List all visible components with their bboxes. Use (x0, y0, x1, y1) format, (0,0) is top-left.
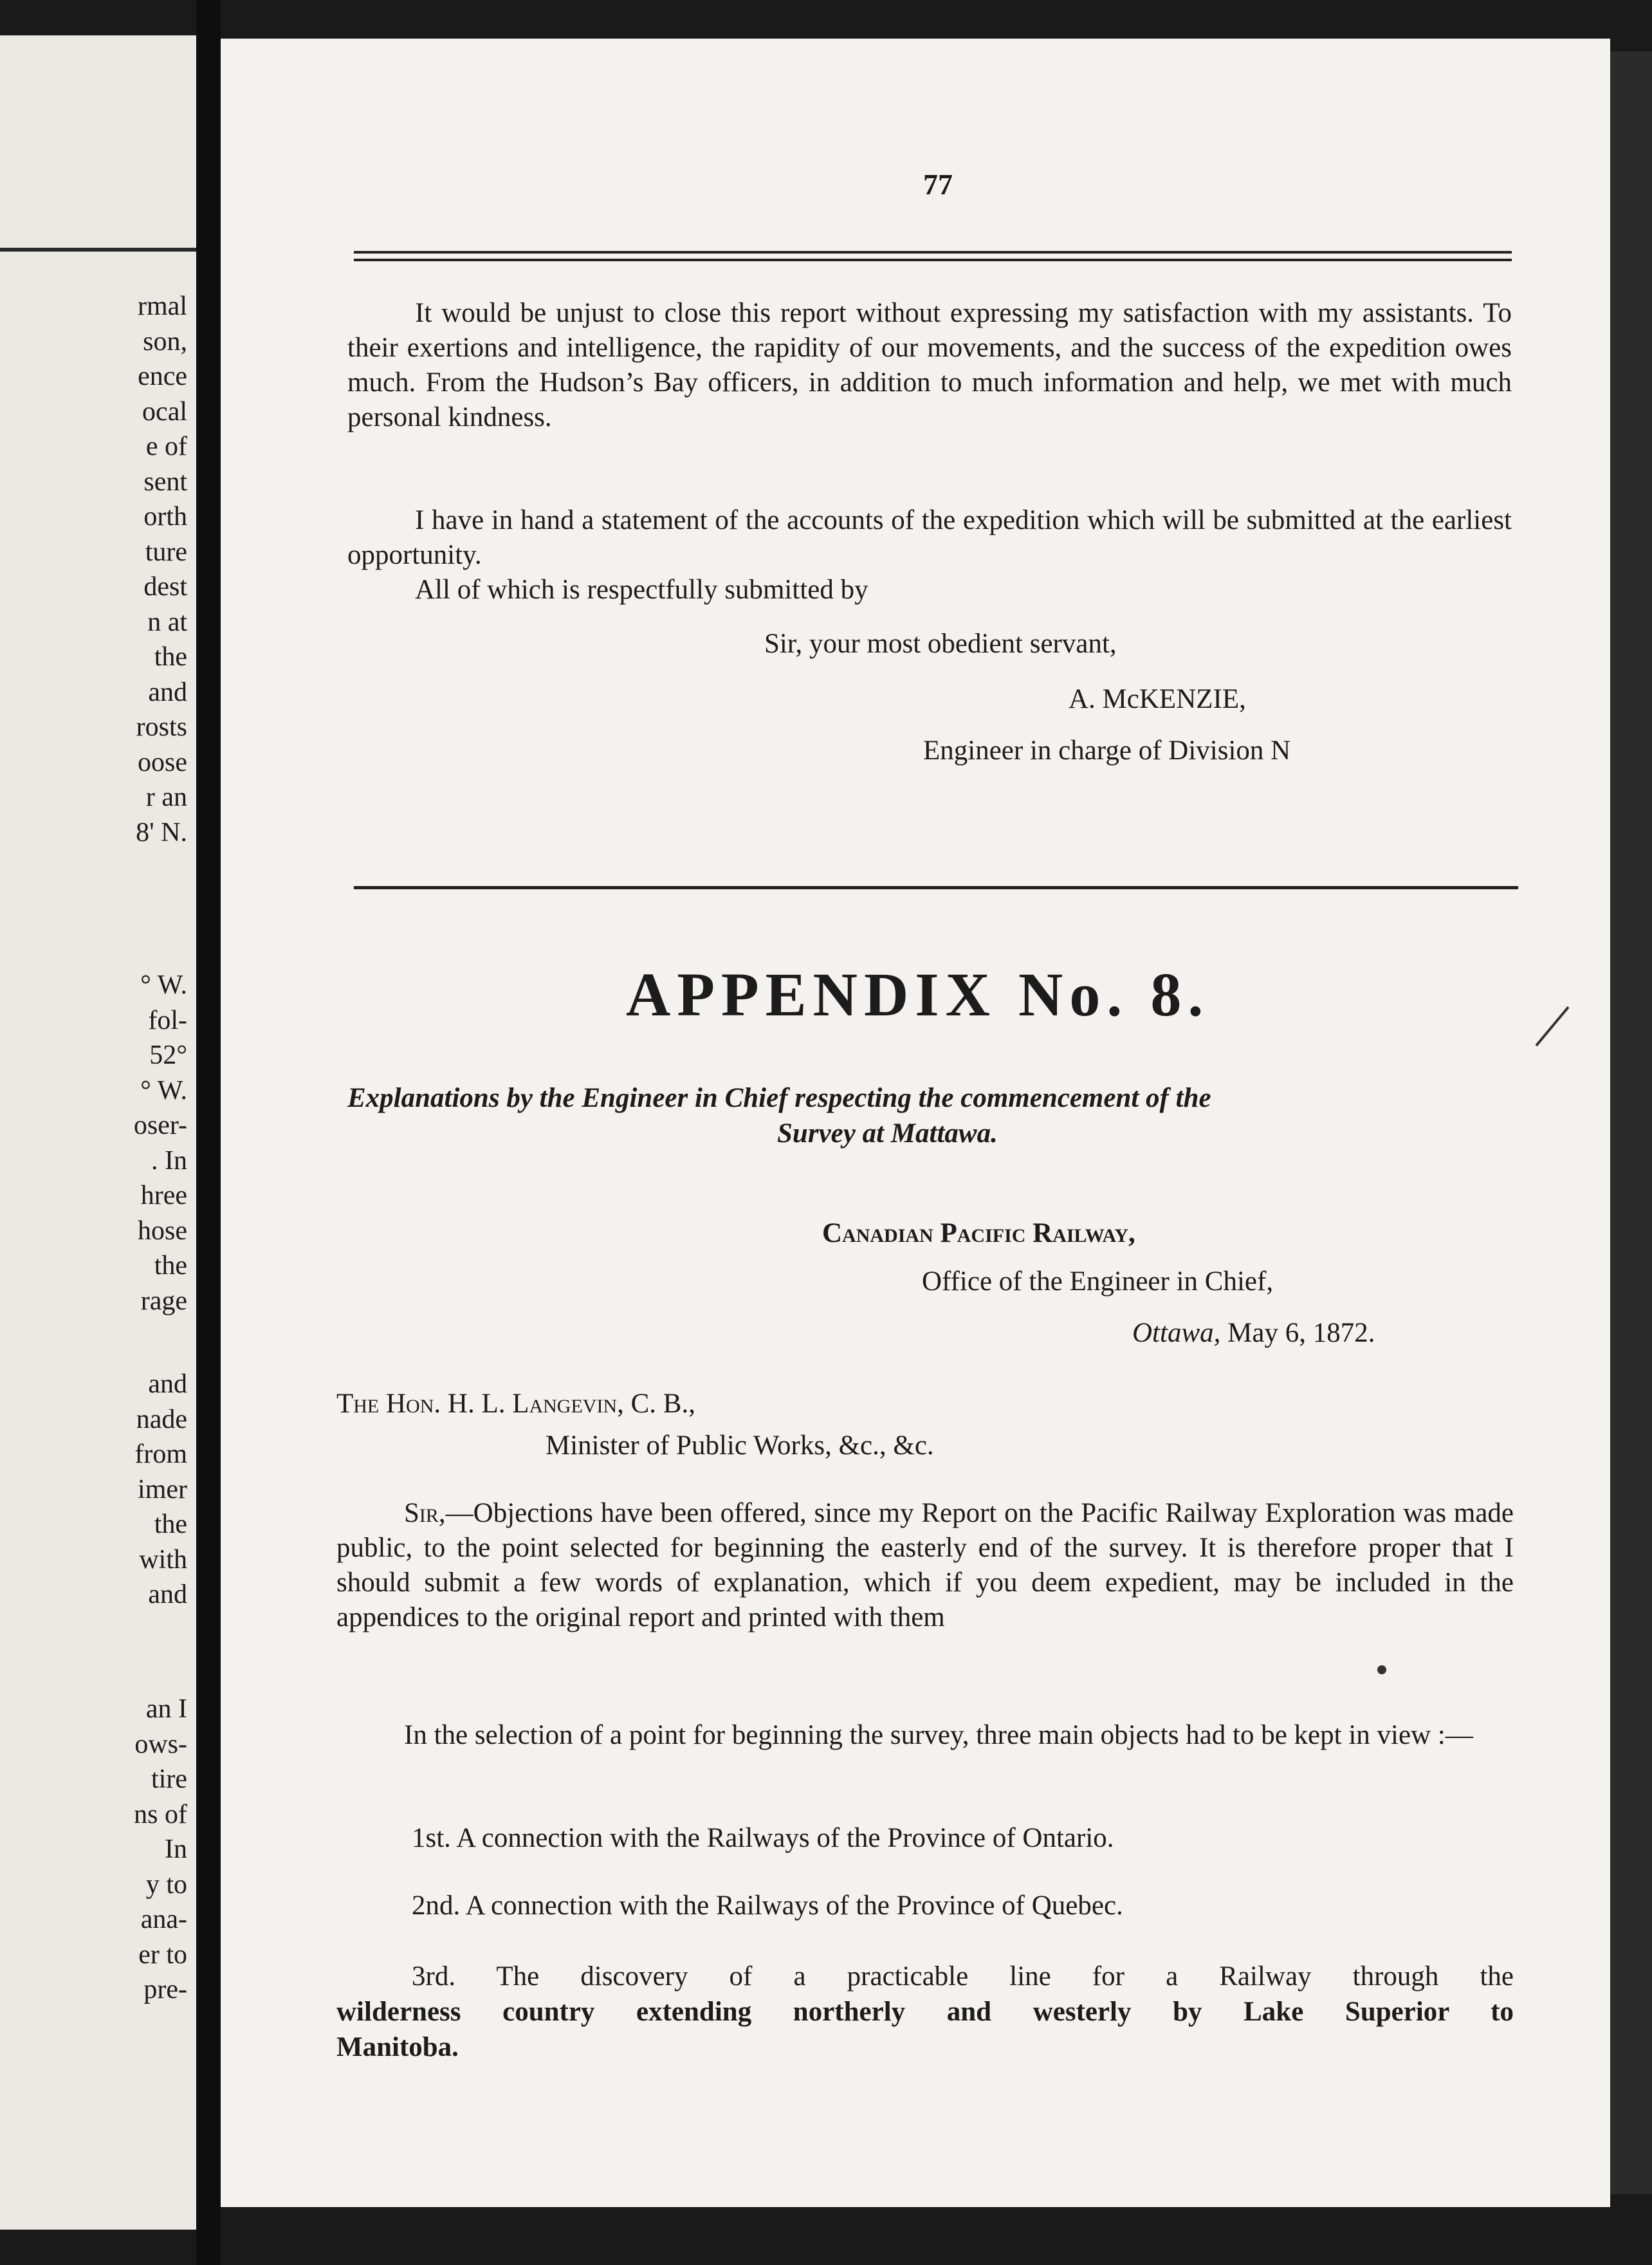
facing-page-fragment: r an (145, 782, 187, 812)
facing-page-fragment: from (134, 1439, 187, 1469)
page-edge-shadow (1610, 51, 1652, 2194)
letter-paragraph-1 (336, 1496, 1514, 1635)
facing-page-fragment: rmal (138, 291, 187, 321)
letter-paragraph-1-text: —Objections have been offered, since my Report on the Pacific Railway Exploration was made public, to the point selected for beginning the easterly end of the survey. It is therefore proper that I should submit a few words of explanation, which if you deem expedient, may be included in the appendices to the original report and printed with them (336, 1498, 1514, 1632)
facing-page-fragment: and (148, 1580, 187, 1609)
letter-item-2: 2nd. A connection with the Railways of the Province of Quebec. (412, 1891, 1123, 1921)
header-rule-bottom (354, 259, 1512, 261)
facing-page-fragment: er to (138, 1939, 187, 1970)
letterhead-place-date (1132, 1316, 1375, 1351)
facing-page-fragment: ows- (134, 1729, 187, 1759)
letter-item-3-line-1: 3rd. The discovery of a practicable line for a Railway through the (412, 1961, 1514, 1992)
facing-page-fragment: y to (145, 1869, 187, 1900)
addressee-role: Minister of Public Works, &c., &c. (546, 1430, 934, 1461)
facing-page-fragment: fol- (148, 1005, 187, 1035)
facing-page-fragment: son, (143, 326, 187, 356)
facing-page-fragment: dest (143, 572, 187, 602)
signoff-title: Engineer in charge of Division N (923, 735, 1291, 766)
facing-page-fragment: tire (151, 1764, 187, 1794)
facing-page-fragment: pre- (143, 1975, 187, 2004)
letterhead-place: Ottawa, (1132, 1318, 1221, 1348)
closing-paragraph-1: It would be unjust to close this report without expressing my satisfaction with my assistants. To their exertions and intelligence, the rapidity of our movements, and the success of the expedition owes much. From the Hudson’s Bay officers, in addition to much information and help, we met with much personal kindness. (347, 298, 1512, 432)
appendix-subtitle-line-2: Survey at Mattawa. (777, 1118, 998, 1149)
letterhead-office: Office of the Engineer in Chief, (922, 1266, 1274, 1297)
facing-page-fragment: sent (143, 467, 187, 497)
facing-page-fragment: 8' N. (136, 817, 187, 847)
facing-page-fragment: and (148, 677, 187, 707)
facing-page-fragment: and (148, 1369, 187, 1399)
book-gutter (196, 0, 221, 2265)
addressee-name: The Hon. H. L. Langevin, C. B., (336, 1389, 695, 1419)
facing-page-fragment: ocal (142, 396, 187, 427)
facing-page-fragment: ture (145, 537, 187, 567)
facing-page-fragment: oose (138, 747, 187, 777)
closing-paragraph-3: All of which is respectfully submitted by (415, 575, 868, 605)
facing-page-fragment: ° W. (140, 970, 187, 1000)
facing-page-rule (0, 248, 196, 252)
letterhead-date: May 6, 1872. (1227, 1318, 1375, 1348)
facing-page-fragment: oser- (133, 1111, 187, 1140)
facing-page-fragment: ns of (134, 1799, 187, 1829)
closing-paragraph-2: I have in hand a statement of the accounts of the expedition which will be submitted at the earliest opportunity. (347, 505, 1512, 570)
facing-page-fragment: ana- (140, 1905, 187, 1934)
facing-page-fragment: hree (140, 1181, 187, 1210)
facing-page-fragment: the (154, 642, 187, 672)
facing-page-fragment: rosts (136, 712, 187, 742)
letter-sir: Sir, (404, 1498, 446, 1528)
facing-page-fragment: orth (143, 502, 187, 532)
facing-page-fragment: ° W. (140, 1075, 187, 1105)
letter-paragraph-2: In the selection of a point for beginning the survey, three main objects had to be kept in view :— (404, 1720, 1473, 1750)
facing-page-fragment: rage (140, 1286, 187, 1316)
page-number: 77 (923, 168, 953, 201)
facing-page-fragment: with (139, 1544, 187, 1575)
facing-page-fragment: 52° (149, 1040, 187, 1070)
facing-page-fragment: imer (138, 1474, 187, 1504)
appendix-title: APPENDIX No. 8. (626, 960, 1210, 1029)
signoff-name: A. McKENZIE, (1069, 684, 1246, 714)
appendix-subtitle-line-1: Explanations by the Engineer in Chief respecting the commencement of the (347, 1083, 1211, 1113)
facing-page-fragment: . In (151, 1145, 187, 1176)
facing-page-fragment: e of (145, 432, 187, 461)
header-rule-top (354, 251, 1512, 254)
facing-page-fragment: ence (138, 362, 187, 391)
facing-page-fragment: nade (136, 1404, 187, 1434)
letterhead-organization: Canadian Pacific Railway, (822, 1218, 1135, 1248)
letter-item-1: 1st. A connection with the Railways of the Province of Ontario. (412, 1823, 1114, 1853)
facing-page-fragment: the (154, 1251, 187, 1280)
facing-page-fragment: In (165, 1835, 187, 1864)
facing-page-fragment: n at (147, 607, 187, 637)
ink-dot-mark (1372, 1660, 1391, 1679)
facing-page-fragment: an I (145, 1694, 187, 1724)
letter-item-3-line-3: Manitoba. (336, 2032, 459, 2062)
facing-page (0, 35, 196, 2230)
signoff-salutation: Sir, your most obedient servant, (764, 629, 1117, 659)
document-page (221, 39, 1610, 2207)
facing-page-fragment: the (154, 1510, 187, 1539)
facing-page-fragment: hose (138, 1216, 187, 1246)
section-divider (354, 886, 1518, 889)
pen-stroke-mark (1533, 1004, 1572, 1049)
letter-item-3-line-2: wilderness country extending northerly and westerly by Lake Superior to (336, 1997, 1514, 2027)
